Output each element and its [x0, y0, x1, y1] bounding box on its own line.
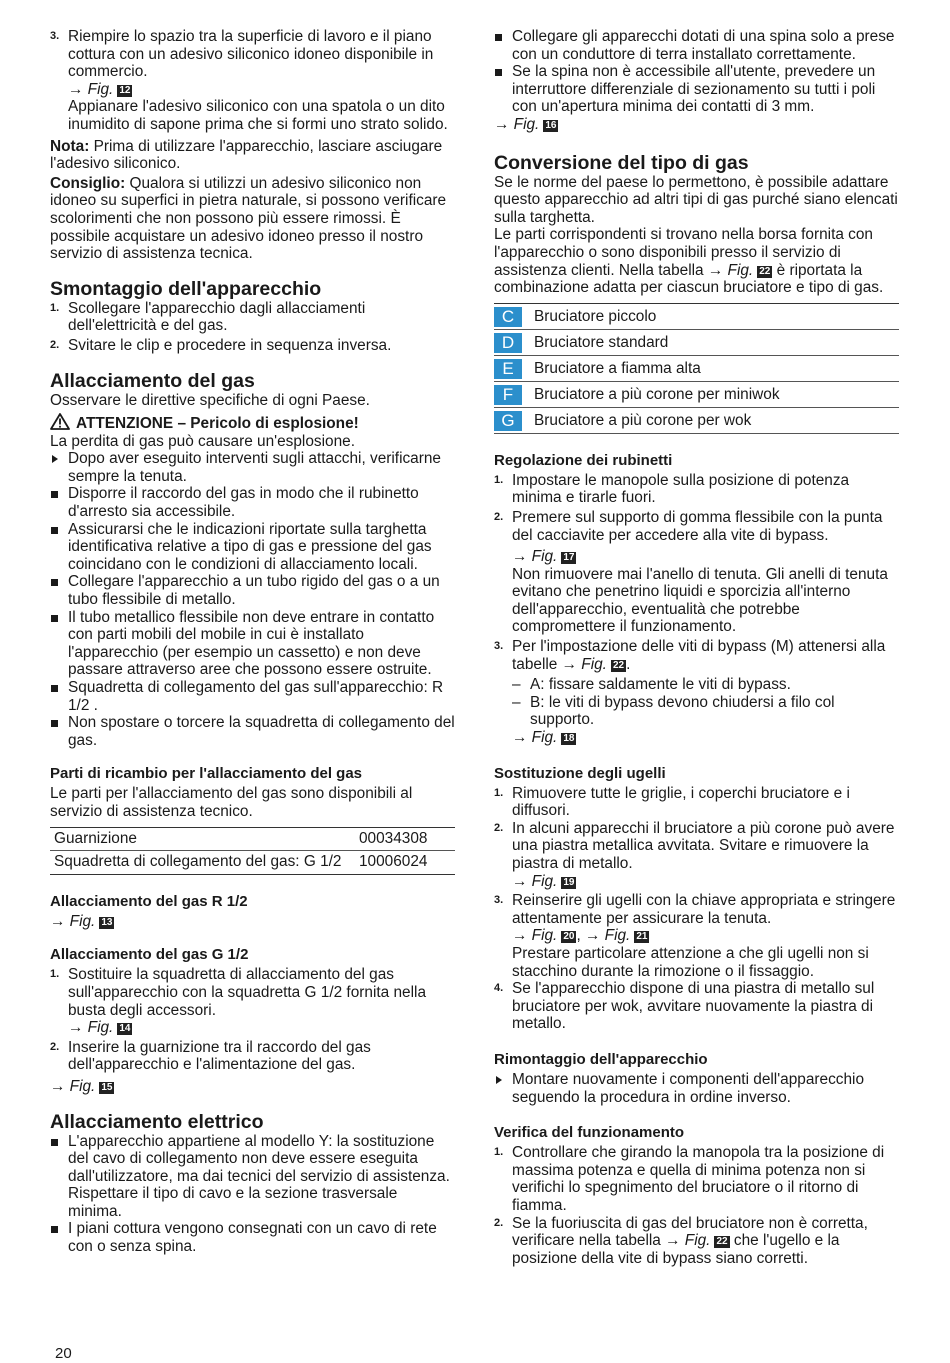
list-item: 1. Impostare le manopole sulla posizione di potenza minima e tirarle fuori. — [494, 471, 850, 507]
part-code: 00034308 — [355, 827, 455, 851]
burner-table — [494, 303, 899, 434]
step-text: Riempire lo spazio tra la superficie di lavoro e il piano cottura con un adesivo siliconico idoneo disponibile in commercio. — [68, 28, 434, 81]
section-title-rimontaggio: Rimontaggio dell'apparecchio — [494, 1050, 708, 1068]
burner-letter: G — [494, 411, 522, 431]
warning-heading — [50, 413, 455, 433]
bullet-item: Squadretta di collegamento del gas sull'apparecchio: R 1/2 . — [50, 679, 455, 714]
step-number: 3. — [50, 30, 60, 42]
figure-reference: → Fig. 13 — [50, 912, 113, 930]
part-code: 10006024 — [359, 853, 428, 871]
burner-name: Bruciatore a fiamma alta — [534, 359, 701, 377]
figure-reference: → Fig. 16 — [494, 115, 557, 133]
list-item: 1. Sostituire la squadretta di allacciamento del gas sull'apparecchio con la squadretta G 1/2 fornita nella busta degli accessori. → Fig. 14 — [50, 966, 455, 1036]
section-title-gas-g: Allacciamento del gas G 1/2 — [50, 946, 249, 964]
tip-text: Qualora si utilizzi un adesivo siliconico non idoneo su superfici in pietra naturale, si possono verificare scolorimenti che non possono più essere rimossi. È possibile acquistare un adesivo idoneo presso il nostro servizio di assistenza tecnica. — [50, 174, 447, 263]
action-item: Dopo aver eseguito interventi sugli attacchi, verificarne sempre la tenuta. — [50, 450, 455, 485]
bullet-item: Disporre il raccordo del gas in modo che il rubinetto d'arresto sia accessibile. — [50, 485, 455, 520]
tip-label: Consiglio: — [50, 174, 126, 192]
part-name: Squadretta di collegamento del gas: G 1/2 — [54, 853, 342, 871]
list-item: 1. Controllare che girando la manopola tra la posizione di massima potenza e quella di minima potenza non si verifichi lo spegnimento del bruciatore o il ritorno di fiamma. — [494, 1144, 885, 1214]
warning-text: La perdita di gas può causare un'esplosione. — [50, 432, 355, 450]
list-item: 1. Rimuovere tutte le griglie, i coperchi bruciatore e i diffusori. — [494, 784, 850, 820]
bullet-item: Assicurarsi che le indicazioni riportate sulla targhetta identificativa relative a tipo di gas e pressione del gas coincidano con le condizioni di allacciamento locali. — [50, 521, 455, 574]
step-text-2: Appianare l'adesivo siliconico con una spatola o un dito inumidito di sapone prima che si formi uno strato solido. — [68, 98, 448, 133]
table-row — [494, 407, 899, 433]
bullet-item: Collegare l'apparecchio a un tubo rigido del gas o a un tubo flessibile di metallo. — [50, 573, 455, 608]
table-row — [494, 303, 899, 329]
ricambio-text: Le parti per l'allacciamento del gas sono disponibili al servizio di assistenza tecnico. — [50, 785, 413, 820]
bullet-item: I piani cottura vengono consegnati con un cavo di rete con o senza spina. — [50, 1220, 455, 1255]
burner-name: Bruciatore standard — [534, 333, 669, 351]
section-title-gas: Allacciamento del gas — [50, 369, 255, 392]
section-title-regolazione: Regolazione dei rubinetti — [494, 451, 673, 469]
left-column — [50, 28, 455, 1256]
figure-reference: → Fig. 15 — [50, 1077, 113, 1095]
section-title-gas-r: Allacciamento del gas R 1/2 — [50, 892, 248, 910]
warning-icon — [50, 413, 70, 430]
note-label: Nota: — [50, 137, 90, 155]
burner-letter: E — [494, 359, 522, 379]
section-title-sostituzione: Sostituzione degli ugelli — [494, 764, 666, 782]
dash-item: – B: le viti di bypass devono chiudersi a filo col supporto. — [512, 693, 835, 729]
section-title-elettrico: Allacciamento elettrico — [50, 1110, 264, 1133]
list-item: 2. Inserire la guarnizione tra il raccordo del gas dell'apparecchio e l'alimentazione del gas. — [50, 1038, 371, 1074]
list-item: 2. In alcuni apparecchi il bruciatore a più corone può avere una piastra metallica avvitata. Svitare e rimuovere la piastra di metallo. → Fig. 19 — [494, 820, 899, 890]
section-title-ricambio: Parti di ricambio per l'allacciamento del gas — [50, 765, 363, 783]
note-text: Prima di utilizzare l'apparecchio, lasciare asciugare l'adesivo siliconico. — [50, 137, 443, 173]
conversione-text-2: Le parti corrispondenti si trovano nella borsa fornita con l'apparecchio o sono disponibili presso il servizio di assistenza clienti. Nella tabella → Fig. 22 è riportata la combinazione adatta per ciascun bruciatore e tipo di gas. — [494, 226, 884, 297]
section-title-verifica: Verifica del funzionamento — [494, 1124, 685, 1142]
conversione-text-1: Se le norme del paese lo permettono, è possibile adattare questo apparecchio ad altri tipi di gas purché siano elencati sulla targhetta. — [494, 173, 898, 226]
list-item: 3. Reinserire gli ugelli con la chiave appropriata e stringere attentamente per assicurare la tenuta. → Fig. 20 , → Fig. 21 Prestare particolare attenzione a che gli ugelli non si stacchino durante la rimozione o il fissaggio. — [494, 892, 899, 980]
figure-reference: → Fig. 19 — [512, 872, 575, 890]
right-column — [494, 28, 899, 1267]
bullet-item: L'apparecchio appartiene al modello Y: la sostituzione del cavo di collegamento non deve essere eseguita dall'utilizzatore, ma dai tecnici del servizio di assistenza. Rispettare il tipo di cavo e la sezione trasversale minima. — [50, 1133, 455, 1221]
part-name: Guarnizione — [50, 827, 355, 851]
figure-reference: → Fig. 12 — [68, 80, 131, 98]
figure-reference: → Fig. 14 — [68, 1019, 131, 1037]
burner-name: Bruciatore piccolo — [534, 307, 657, 325]
figure-reference: → Fig. 20 , → Fig. 21 — [512, 927, 648, 945]
table-row — [494, 329, 899, 355]
list-item: 2. Svitare le clip e procedere in sequenza inversa. — [50, 336, 392, 354]
dash-item: – A: fissare saldamente le viti di bypass. — [512, 676, 791, 694]
list-item: 2. Premere sul supporto di gomma flessibile con la punta del cacciavite per accedere alla vite di bypass. → Fig. 17 Non rimuovere mai l'anello di tenuta. Gli anelli di tenuta evitano che penetrino liquidi e sporcizia all'interno dell'apparecchio, eventualità che potrebbe compromettere il funzionamento. — [494, 509, 899, 636]
table-row — [494, 381, 899, 407]
list-item: 2. Se la fuoriuscita di gas del bruciatore non è corretta, verificare nella tabella → Fig. 22 che l'ugello e la posizione della vite di bypass siano corretti. — [494, 1214, 868, 1267]
gas-intro: Osservare le direttive specifiche di ogni Paese. — [50, 391, 370, 409]
burner-letter: D — [494, 333, 522, 353]
table-row — [494, 355, 899, 381]
figure-reference: → Fig. 17 — [512, 548, 575, 566]
page-number: 20 — [55, 1345, 72, 1362]
section-title-conversione: Conversione del tipo di gas — [494, 151, 749, 174]
table-row — [50, 851, 455, 875]
bullet-item: Se la spina non è accessibile all'utente, prevedere un interruttore differenziale di sezionamento su tutti i poli con un'apertura minima dei contatti di 3 mm. — [494, 63, 899, 116]
bullet-item: Non spostare o torcere la squadretta di collegamento del gas. — [50, 714, 455, 749]
bullet-item: Collegare gli apparecchi dotati di una spina solo a prese con un conduttore di terra installato correttamente. — [494, 28, 899, 63]
bullet-item: Il tubo metallico flessibile non deve entrare in contatto con parti mobili del mobile in cui è installato l'apparecchio (per esempio un cassetto) e non deve passare attraverso aree che possono essere ostruite. — [50, 609, 455, 679]
table-row — [50, 827, 455, 851]
burner-letter: F — [494, 385, 522, 405]
burner-letter: C — [494, 307, 522, 327]
section-title-smontaggio: Smontaggio dell'apparecchio — [50, 277, 322, 300]
burner-name: Bruciatore a più corone per wok — [534, 411, 752, 429]
step-3-silicone — [50, 28, 455, 134]
action-item: Montare nuovamente i componenti dell'apparecchio seguendo la procedura in ordine inverso. — [494, 1071, 899, 1106]
list-item: 4. Se l'apparecchio dispone di una piastra di metallo sul bruciatore per wok, avvitare nuovamente la piastra di metallo. — [494, 980, 875, 1033]
list-item: 1. Scollegare l'apparecchio dagli allacciamenti dell'elettricità e del gas. — [50, 299, 366, 335]
list-item: 3. Per l'impostazione delle viti di bypass (M) attenersi alla tabelle → Fig. 22 . – A: fissare saldamente le viti di bypass. – B: le viti di bypass devono chiudersi a filo col supporto. → Fig. 18 — [494, 638, 899, 747]
figure-reference: → Fig. 18 — [512, 729, 575, 747]
tip — [50, 175, 455, 263]
parts-table — [50, 827, 455, 875]
burner-name: Bruciatore a più corone per miniwok — [534, 385, 780, 403]
note — [50, 138, 455, 173]
warning-title: ATTENZIONE – Pericolo di esplosione! — [76, 415, 359, 433]
